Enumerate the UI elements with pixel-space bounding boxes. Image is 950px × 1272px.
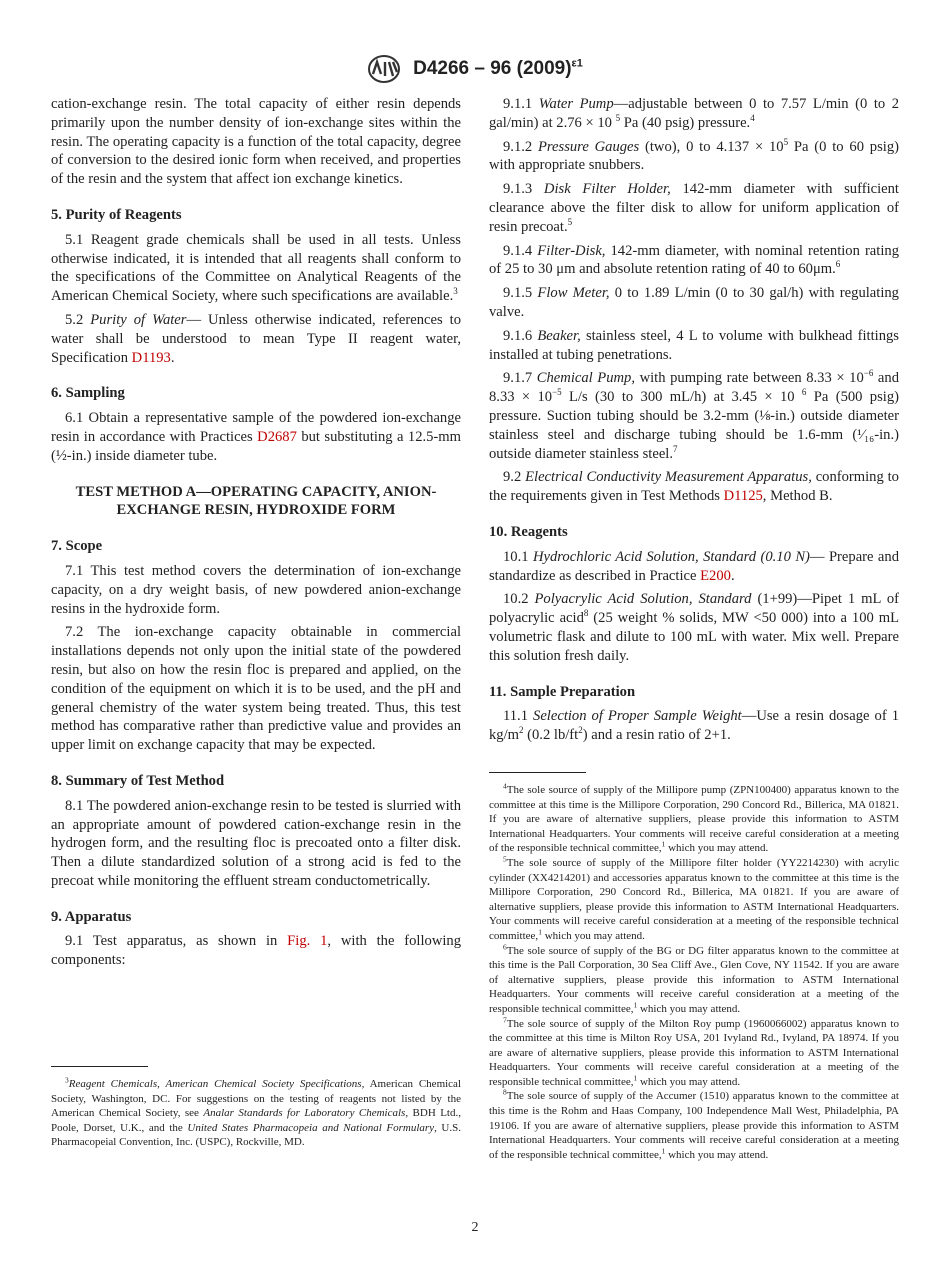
text: (two), 0 to 4.137 × 10	[639, 138, 784, 155]
superscript: 7	[503, 1014, 507, 1024]
paragraph	[489, 242, 899, 280]
superscript: 4	[750, 112, 755, 123]
text: 10. Reagents	[489, 523, 568, 540]
section-heading	[489, 683, 899, 702]
text: .	[170, 349, 175, 366]
footnote	[489, 783, 899, 856]
italic-text: Chemical Pump,	[536, 370, 635, 387]
superscript: 6	[801, 387, 807, 398]
superscript: 6	[835, 259, 841, 270]
superscript: 3	[65, 1075, 69, 1085]
superscript: 5	[503, 854, 507, 864]
text: The sole source of supply of the Accumer (1510) apparatus known to the committee at this time is the Rohm and Haas Company, 100 Independence Mall West, Philadelphia, PA 19106. If you are aware of alternative suppliers, please provide this information to ASTM International Headquarters. Your comments will receive careful consideration at a meeting of the responsible technical committee,	[489, 1090, 899, 1161]
text: which you may attend.	[637, 1002, 741, 1015]
text: 8.1 The powdered anion-exchange resin to be tested is slurried with an appropriate amount of powdered cation-exchange resin in the hydrogen form, and the resulting floc is precoated onto a filter disk. Then a dilute standardized solution of a strong acid is fed to the precoat while monitoring the effluent stream conductometrically.	[51, 797, 461, 889]
text: 8. Summary of Test Method	[51, 772, 225, 789]
italic-text: Water Pump	[538, 96, 614, 112]
text: 9.1.7	[503, 370, 537, 387]
text: which you may attend.	[541, 929, 645, 942]
right-column	[489, 95, 899, 750]
reference-link[interactable]: D1125	[723, 488, 763, 505]
superscript: −6	[863, 368, 874, 379]
italic-text: United States Pharmacopeia and National Formulary	[187, 1121, 435, 1134]
paragraph	[51, 409, 461, 465]
italic-text: Beaker,	[537, 327, 581, 344]
superscript: 1	[633, 1000, 638, 1010]
italic-text: Reagent Chemicals, American Chemical Society Specifications,	[68, 1078, 365, 1090]
text: 142-mm diameter, with nominal retention rating of 25 to 30 μm and absolute retention rating of 40 to 60μm.	[489, 242, 899, 278]
paragraph	[489, 369, 899, 463]
paragraph	[51, 311, 461, 367]
text: 5.2	[65, 311, 91, 328]
section-heading	[51, 384, 461, 403]
text: 10.1	[503, 548, 533, 565]
paragraph	[489, 707, 899, 745]
paragraph	[489, 284, 899, 322]
text: The sole source of supply of the BG or DG filter apparatus known to the committee at this time is the Pall Corporation, 30 Sea Cliff Ave., Glen Cove, NY 11542. If you are aware of alternative suppliers, please provide this information to ASTM International Headquarters. Your comments will receive careful consideration at a meeting of the responsible technical committee,	[489, 944, 899, 1015]
italic-text: Polyacrylic Acid Solution, Standard	[534, 591, 752, 608]
text: with pumping rate between 8.33 × 10	[635, 370, 864, 387]
text: 7.2 The ion-exchange capacity obtainable in commercial installations depends not only upon the initial state of the powdered resin, but also on how the resin floc is prepared and applied, on the condition of the equipment on which it is to be used, and the pH and general chemistry of the water system being treated. Thus, this test method has comparative rather than predictive value and provides an upper limit on exchange capacity that may be expected.	[51, 624, 461, 754]
section-heading	[51, 772, 461, 791]
text: 11. Sample Preparation	[489, 683, 636, 700]
footnote-rule	[489, 772, 586, 773]
italic-text: Pressure Gauges	[538, 138, 640, 155]
superscript: 7	[673, 443, 678, 454]
italic-text: Filter-Disk,	[537, 242, 606, 259]
superscript: 5	[783, 136, 789, 147]
italic-text: Selection of Proper Sample Weight	[533, 708, 742, 725]
text: (25 weight % solids, MW <50 000) into a 100 mL volumetric flask and dilute to 100 mL with water. Mix well. Prepare this solution fresh daily.	[489, 610, 899, 664]
text: cation-exchange resin. The total capacity of either resin depends primarily upon the number density of ion-exchange sites within the resin. The operating capacity is a function of the total capacity, degree of conversion to the desired ionic form when received, and properties of the resin and the system that affect ion exchange kinetics.	[51, 96, 461, 188]
text: Pa (500 psig) pressure. Suction tubing should be 3.2-mm (⅛-in.) outside diameter stainless steel and discharge tubing should be 1.6-mm (¹⁄₁₆-in.) outside diameter stainless steel.	[489, 389, 899, 462]
reference-link[interactable]: D1193	[131, 349, 171, 366]
italic-text: Flow Meter,	[537, 285, 610, 302]
superscript: 8	[503, 1087, 507, 1097]
superscript: 1	[633, 1073, 638, 1083]
italic-text: Electrical Conductivity Measurement Apparatus,	[525, 469, 812, 486]
text: , U.S. Pharmacopeial Convention, Inc. (USPC), Rockville, MD.	[51, 1121, 461, 1149]
text: L/s (30 to 300 mL/h) at 3.45 × 10	[561, 389, 802, 406]
editorial-change-mark: ε1	[571, 57, 583, 70]
text: .	[730, 567, 735, 584]
text: The sole source of supply of the Millipore filter holder (YY2214230) with acrylic cylinder (XX4214201) and accessories apparatus known to the committee at this time is the Millipore Corporation, 290 Concord Rd., Billerica, MA 01821. If you are aware of alternative suppliers, please provide this information to ASTM International Headquarters. Your comments will receive careful consideration at a meeting of the responsible technical committee,	[489, 856, 899, 942]
paragraph	[489, 138, 899, 176]
text: which you may attend.	[637, 1075, 741, 1088]
superscript: 5	[567, 216, 573, 227]
text: and 8.33 × 10	[489, 370, 899, 406]
text: 9.1.3	[503, 181, 544, 198]
paragraph	[489, 590, 899, 665]
footnote-rule	[51, 1066, 148, 1067]
text: 7.1 This test method covers the determination of ion-exchange capacity, on a dry weight basis, of new powdered anion-exchange resins in the hydroxide form.	[51, 562, 461, 617]
text: 9.1.2	[503, 138, 538, 155]
superscript: 1	[538, 927, 542, 937]
text: , Method B.	[762, 488, 833, 505]
text: stainless steel, 4 L to volume with bulkhead fittings installed at tubing penetrations.	[489, 327, 899, 363]
text: 9.1.6	[503, 327, 538, 344]
paragraph	[489, 327, 899, 365]
page-number: 2	[471, 1220, 479, 1235]
text: which you may attend.	[665, 842, 769, 855]
text: 9.2	[503, 469, 526, 486]
italic-text: Analar Standards for Laboratory Chemicals	[203, 1107, 406, 1120]
paragraph	[489, 468, 899, 506]
section-heading	[489, 523, 899, 542]
test-method-heading	[51, 483, 461, 521]
text: 9.1 Test apparatus, as shown in	[65, 933, 288, 950]
text: Pa (40 psig) pressure.	[620, 114, 751, 131]
text: TEST METHOD A—OPERATING CAPACITY, ANION-EXCHANGE RESIN, HYDROXIDE FORM	[75, 483, 437, 519]
paragraph	[489, 180, 899, 236]
text: American Chemical Society, Washington, DC. For suggestions on the testing of reagents not listed by the American Chemical Society, see	[51, 1078, 461, 1120]
reference-link[interactable]: D2687	[257, 428, 297, 445]
section-heading	[51, 537, 461, 556]
text: (0.2 lb/ft	[523, 727, 579, 744]
superscript: 2	[578, 725, 583, 736]
reference-link[interactable]: E200	[700, 567, 731, 584]
designation-text: D4266 – 96 (2009)	[413, 58, 572, 79]
paragraph	[489, 95, 899, 133]
footnote	[51, 1077, 461, 1150]
text: 5.1 Reagent grade chemicals shall be used in all tests. Unless otherwise indicated, it is intended that all reagents shall conform to the specifications of the Committee on Analytical Reagents of the American Chemical Society, where such specifications are available.	[51, 231, 461, 305]
text: —Use a resin dosage of 1 kg/m	[489, 708, 899, 744]
footnote	[489, 941, 899, 1017]
paragraph	[51, 932, 461, 970]
text: 5. Purity of Reagents	[51, 206, 182, 223]
astm-logo-icon	[367, 54, 401, 84]
superscript: −5	[552, 387, 562, 398]
text: —adjustable between 0 to 7.57 L/min (0 to 2 gal/min) at 2.76 × 10	[489, 96, 900, 131]
text: which you may attend.	[665, 1148, 769, 1161]
text: 6. Sampling	[51, 385, 125, 402]
footnote	[489, 856, 899, 944]
text: 7. Scope	[51, 538, 103, 555]
text: 142-mm diameter with sufficient clearance above the filter disk to allow for uniform application of resin precoat.	[489, 181, 899, 235]
left-column	[51, 95, 461, 975]
text: The sole source of supply of the Milton Roy pump (1960066002) apparatus known to the committee at this time is Milton Roy USA, 201 Ivyland Rd., Ivyland, PA 18974. If you are aware of alternative suppliers, please provide this information to ASTM International Headquarters. Your comments will receive careful consideration at a meeting of the responsible technical committee,	[489, 1017, 899, 1088]
section-heading	[51, 908, 461, 927]
superscript: 8	[583, 608, 589, 619]
text: — Prepare and standardize as described in Practice	[489, 548, 899, 584]
text: 9.1.1	[503, 96, 539, 112]
text: , BDH Ltd., Poole, Dorset, U.K., and the	[51, 1107, 461, 1134]
footnote	[489, 1089, 899, 1162]
superscript: 1	[661, 1146, 666, 1156]
left-footnotes	[51, 1066, 461, 1150]
paragraph	[51, 95, 461, 189]
text: — Unless otherwise indicated, references to water shall be understood to mean Type II reagent water, Specification	[51, 311, 462, 366]
text: The sole source of supply of the Millipore pump (ZPN100400) apparatus known to the committee at this time is the Millipore Corporation, 290 Concord Rd., Billerica, MA 01821. If you are aware of alternative suppliers, please provide this information to ASTM International Headquarters. Your comments will receive careful consideration at a meeting of the responsible technical committee,	[489, 784, 899, 855]
text: , with the following components:	[51, 933, 462, 969]
superscript: 2	[519, 725, 524, 736]
text: Pa (0 to 60 psig) with appropriate snubbers.	[489, 138, 899, 174]
paragraph	[51, 797, 461, 891]
document-designation	[413, 58, 583, 79]
text: but substituting a 12.5-mm (½-in.) inside diameter tube.	[51, 428, 461, 464]
italic-text: Hydrochloric Acid Solution, Standard (0.10 N)	[532, 548, 810, 565]
text: 11.1	[503, 708, 534, 725]
superscript: 1	[661, 839, 666, 849]
text: 9.1.5	[503, 285, 538, 302]
text: (1+99)—Pipet 1 mL of polyacrylic acid	[489, 591, 899, 627]
text: 10.2	[503, 591, 535, 608]
text: 0 to 1.89 L/min (0 to 30 gal/h) with regulating valve.	[489, 285, 899, 320]
text: 6.1 Obtain a representative sample of the powdered ion-exchange resin in accordance with Practices	[51, 410, 461, 445]
section-heading	[51, 206, 461, 225]
superscript: 4	[503, 781, 507, 791]
paragraph	[51, 623, 461, 755]
footnote	[489, 1014, 899, 1090]
italic-text: Purity of Water	[90, 311, 187, 328]
paragraph	[489, 548, 899, 586]
page-header	[0, 54, 950, 84]
text: ) and a resin ratio of 2+1.	[582, 727, 731, 744]
paragraph	[51, 562, 461, 618]
superscript: 3	[453, 286, 458, 297]
text: conforming to the requirements given in Test Methods	[489, 469, 899, 505]
italic-text: Disk Filter Holder,	[543, 181, 671, 198]
paragraph	[51, 231, 461, 306]
text: 9. Apparatus	[51, 908, 132, 925]
superscript: 5	[615, 112, 621, 123]
text: 9.1.4	[503, 242, 538, 259]
right-footnotes	[489, 772, 899, 1162]
superscript: 6	[503, 941, 507, 951]
reference-link[interactable]: Fig. 1	[287, 933, 328, 950]
